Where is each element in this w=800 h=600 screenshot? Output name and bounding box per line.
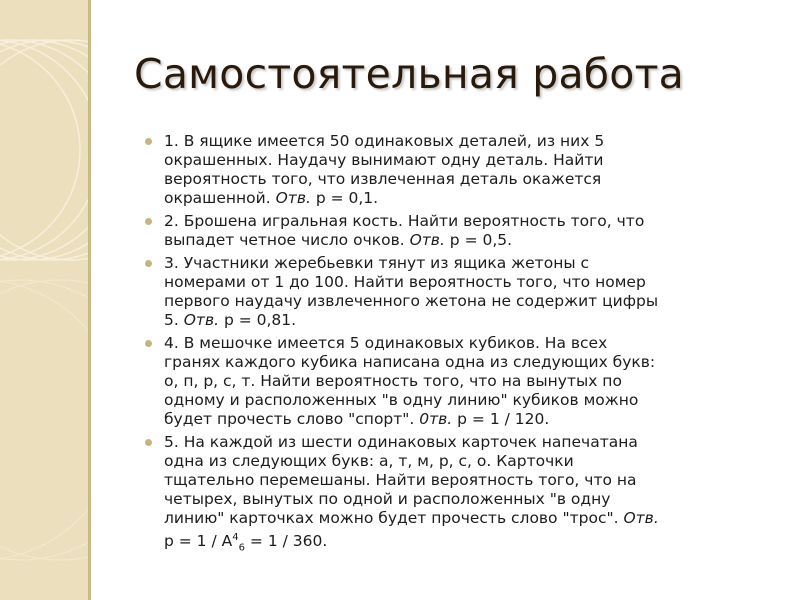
- bullet-icon: [145, 439, 152, 446]
- answer-label: Отв.: [275, 189, 311, 207]
- answer-formula-a: р = 1 / А: [164, 532, 233, 551]
- task-text: будет прочесть слово "спорт".: [164, 410, 420, 428]
- answer-label: Отв.: [183, 311, 220, 329]
- formula-subscript: 6: [238, 542, 245, 554]
- task-line: 3. Участники жеребьевки тянут из ящика жетоны с: [164, 254, 590, 272]
- task-line: гранях каждого кубика написана одна из следующих букв:: [164, 353, 656, 371]
- task-item-5: [144, 433, 784, 557]
- task-line: одна из следующих букв: а, т, м, р, с, о. Карточки: [164, 452, 574, 470]
- answer-value: р = 0,5.: [444, 231, 513, 249]
- task-item-3: [144, 254, 784, 330]
- task-text: выпадет четное число очков.: [164, 231, 410, 249]
- task-line-answer: [164, 231, 784, 250]
- task-line-answer: [164, 528, 784, 557]
- slide-title: Самостоятельная работа: [134, 50, 684, 98]
- task-line: окрашенных. Наудачу вынимают одну деталь. Найти: [164, 151, 604, 169]
- bullet-icon: [145, 260, 152, 267]
- decorative-side-band: [0, 0, 88, 600]
- decorative-arcs: [0, 0, 88, 600]
- task-text: окрашенной.: [164, 189, 276, 207]
- task-item-2: [144, 212, 784, 250]
- task-list: [144, 132, 784, 561]
- task-line: 1. В ящике имеется 50 одинаковых деталей, из них 5: [164, 132, 605, 150]
- answer-value: р = 0,81.: [219, 311, 297, 329]
- task-text: линию" карточках можно будет прочесть слово "трос".: [164, 509, 624, 527]
- task-line-answer: [164, 410, 784, 429]
- side-band-edge: [88, 0, 91, 600]
- answer-label: 0тв.: [419, 410, 453, 428]
- task-line: о, п, р, с, т. Найти вероятность того, что на вынутых по: [164, 372, 622, 390]
- bullet-icon: [145, 340, 152, 347]
- task-line: 4. В мешочке имеется 5 одинаковых кубиков. На всех: [164, 334, 608, 352]
- answer-value: р = 0,1.: [310, 189, 379, 207]
- task-line: первого наудачу извлеченного жетона не содержит цифры: [164, 292, 659, 310]
- task-line: четырех, вынутых по одной и расположенных "в одну: [164, 490, 611, 508]
- task-line: тщательно перемешаны. Найти вероятность того, что на: [164, 471, 637, 489]
- formula-superscript: 4: [232, 532, 239, 543]
- task-line: 2. Брошена игральная кость. Найти вероятность того, что: [164, 212, 645, 230]
- answer-formula-b: = 1 / 360.: [244, 532, 328, 551]
- task-line: 5. На каждой из шести одинаковых карточек напечатана: [164, 433, 638, 451]
- task-line: одному и расположенных "в одну линию" кубиков можно: [164, 391, 639, 409]
- task-line: вероятность того, что извлеченная деталь окажется: [164, 170, 602, 188]
- task-line: номерами от 1 до 100. Найти вероятность того, что номер: [164, 273, 646, 291]
- answer-label: Отв.: [409, 231, 445, 249]
- task-line-answer: [164, 311, 784, 330]
- answer-value: р = 1 / 120.: [452, 410, 550, 428]
- task-line: [164, 509, 784, 528]
- answer-label: Отв.: [623, 509, 659, 527]
- bullet-icon: [145, 138, 152, 145]
- task-line-answer: [164, 189, 784, 208]
- task-text: 5.: [164, 311, 184, 329]
- task-item-1: [144, 132, 784, 208]
- bullet-icon: [145, 218, 152, 225]
- task-item-4: [144, 334, 784, 429]
